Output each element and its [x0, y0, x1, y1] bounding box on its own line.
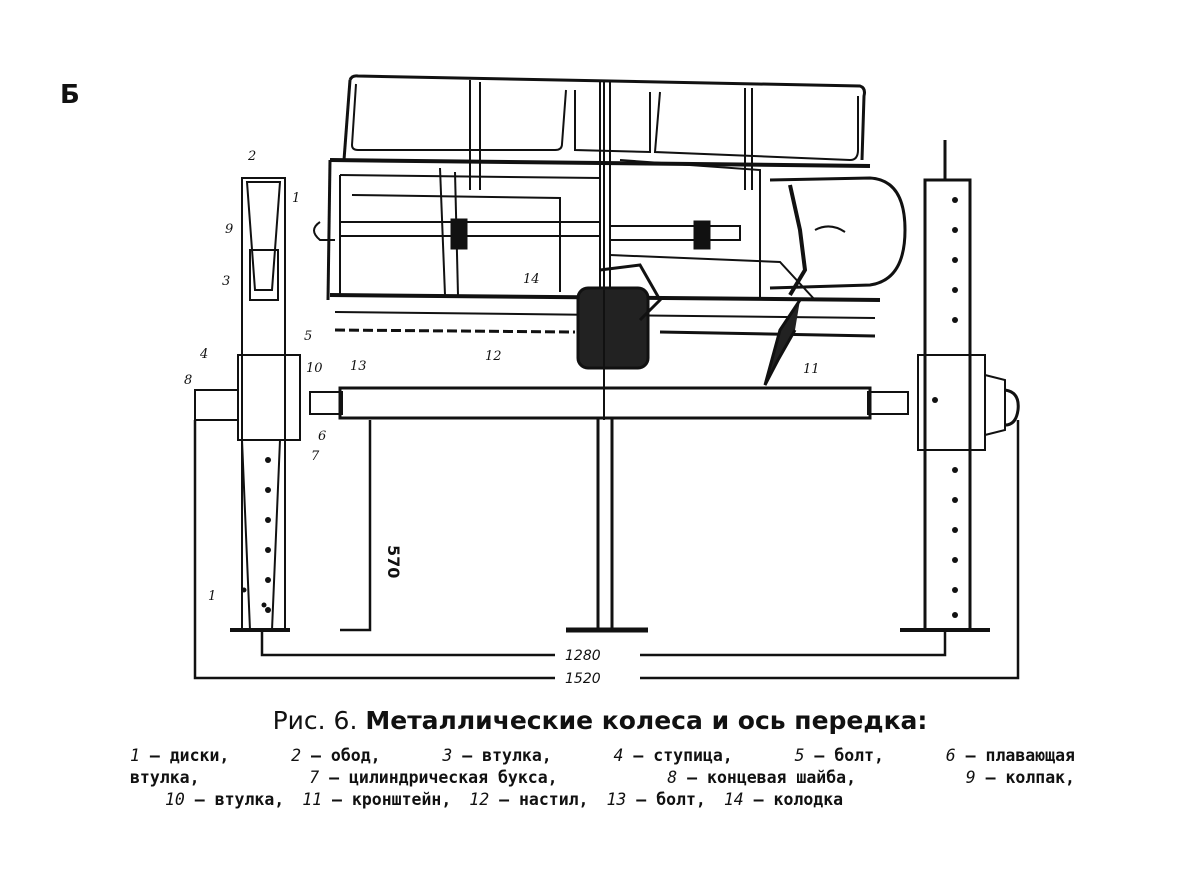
legend-item: 7 — цилиндрическая букса, — [309, 768, 558, 787]
callout-13: 13 — [350, 359, 367, 374]
callout-2: 2 — [248, 149, 257, 164]
legend-item: 11 — кронштейн, — [302, 790, 452, 809]
callout-14: 14 — [523, 272, 540, 287]
legend-item: 12 — настил, — [469, 790, 589, 809]
legend-item: 13 — болт, — [606, 790, 706, 809]
legend-item: 2 — обод, — [291, 746, 381, 765]
legend-item: втулка, — [130, 768, 200, 787]
dim-570: 570 — [384, 545, 403, 579]
right-wheel — [900, 140, 1018, 630]
callout-11: 11 — [803, 362, 820, 377]
callout-7: 7 — [311, 449, 320, 464]
dim-1280: 1280 — [565, 648, 601, 664]
callout-5: 5 — [304, 329, 313, 344]
legend-item: 1 — диски, — [130, 746, 230, 765]
corner-mark: Б — [60, 80, 80, 110]
callout-8: 8 — [184, 373, 193, 388]
legend-item: 10 — втулка, — [165, 790, 285, 809]
legend-line-1 — [130, 745, 1075, 767]
legend-item: 9 — колпак, — [965, 768, 1075, 787]
axle — [310, 388, 908, 630]
callout-12: 12 — [485, 349, 502, 364]
left-wheel — [195, 178, 300, 630]
legend-item: 14 — колодка — [723, 790, 844, 809]
legend-line-3 — [130, 789, 1075, 811]
callout-1b: 1 — [208, 589, 217, 604]
legend-item: 8 — концевая шайба, — [667, 768, 857, 787]
callout-4: 4 — [200, 347, 209, 362]
figure-number: Рис. 6. — [272, 706, 358, 735]
figure-caption — [0, 706, 1200, 735]
figure-title: Металлические колеса и ось передка: — [365, 706, 928, 735]
callout-9: 9 — [225, 222, 234, 237]
dim-1520: 1520 — [565, 671, 601, 687]
legend-item: 5 — болт, — [794, 746, 884, 765]
figure-legend — [130, 745, 1075, 811]
legend-item: 4 — ступица, — [613, 746, 733, 765]
legend-line-2 — [130, 767, 1075, 789]
legend-item: 6 — плавающая — [945, 746, 1075, 765]
callout-6: 6 — [318, 429, 327, 444]
legend-item: 3 — втулка, — [442, 746, 552, 765]
callout-3: 3 — [222, 274, 231, 289]
callout-1: 1 — [292, 191, 301, 206]
callout-10: 10 — [306, 361, 323, 376]
